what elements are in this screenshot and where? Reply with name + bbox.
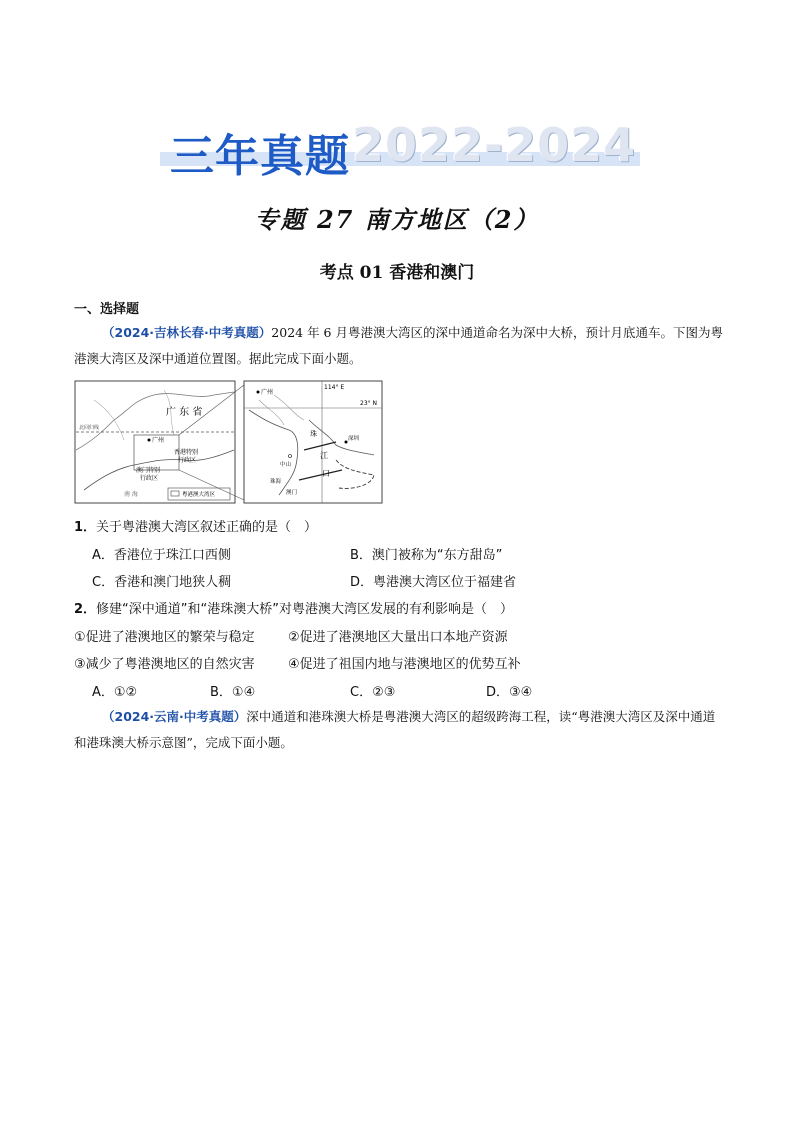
q1-option-a[interactable]: A．香港位于珠江口西侧 [92,548,231,563]
label-zhu: 珠 [310,430,317,438]
label-longitude: 114° E [324,384,345,391]
q2-item-4: ④促进了祖国内地与港澳地区的优势互补 [288,657,521,672]
label-jiang: 江 [320,451,328,460]
label-guangzhou-left: 广州 [152,437,165,444]
q2-item-3: ③减少了粤港澳地区的自然灾害 [74,657,255,672]
banner-title-main: 三年真题 [170,131,350,182]
banner-title-years: 2022-2024 [352,118,637,172]
label-zhongshan: 中山 [280,462,292,468]
label-guangdong: 广 东 省 [166,407,203,418]
intro-1-source: （2024·吉林长春·中考真题） [102,325,272,340]
label-tropic: 北回归线 [79,425,100,431]
legend-label: 粤港澳大湾区 [182,492,216,498]
q2-option-c[interactable]: C．②③ [350,685,396,700]
label-latitude: 23° N [360,400,378,407]
label-macau-line1: 澳门特别 [136,467,161,474]
question-2-number: 2． [74,602,97,617]
map-figure [74,380,384,504]
question-1 [74,516,317,535]
question-2-stem: 修建“深中通道”和“港珠澳大桥”对粤港澳大湾区发展的有利影响是（ ） [96,602,513,617]
question-2 [74,598,513,617]
intro-2-source: （2024·云南·中考真题） [102,709,247,724]
guangzhou-dot-right [257,391,260,394]
label-zhuhai: 珠海 [270,479,282,485]
q2-item-1: ①促进了港澳地区的繁荣与稳定 [74,630,255,645]
label-sea: 南 海 [124,491,138,498]
q2-option-a[interactable]: A．①② [92,685,138,700]
guangzhou-dot-left [148,439,151,442]
label-macau-line2: 行政区 [140,475,159,482]
q2-item-2: ②促进了港澳地区大量出口本地产资源 [288,630,508,645]
label-shenzhen: 深圳 [348,436,360,442]
q1-option-c[interactable]: C．香港和澳门地狭人稠 [92,575,232,590]
intro-1-text: 2024 年 6 月粤港澳大湾区的深中通道命名为深中大桥，预计月底通车。下图为粤港澳大湾区及深中通道位置图。据此完成下面小题。 [74,325,723,366]
intro-paragraph-2 [74,704,724,756]
page-title: 专题 27 南方地区（2） [254,205,540,234]
intro-2-text: 深中通道和港珠澳大桥是粤港澳大湾区的超级跨海工程，读“粤港澳大湾区及深中通道和港珠澳大桥示意图”，完成下面小题。 [74,709,716,750]
q2-option-b[interactable]: B．①④ [210,685,256,700]
page-subtitle: 考点 01 香港和澳门 [319,263,475,283]
label-hk-line1: 香港特别 [174,449,199,456]
label-aomen: 澳门 [286,490,298,496]
header-banner [160,118,640,182]
label-guangzhou-right: 广州 [261,389,274,396]
q1-option-d[interactable]: D．粤港澳大湾区位于福建省 [350,575,517,590]
q2-option-d[interactable]: D．③④ [486,685,533,700]
question-1-stem: 关于粤港澳大湾区叙述正确的是（ ） [96,520,318,535]
label-hk-line2: 行政区 [178,457,197,464]
question-1-number: 1． [74,520,97,535]
intro-paragraph-1 [74,320,724,372]
section-heading: 一、选择题 [74,302,140,317]
q1-option-b[interactable]: B．澳门被称为“东方甜岛” [350,548,503,563]
label-kou: 口 [322,469,330,478]
